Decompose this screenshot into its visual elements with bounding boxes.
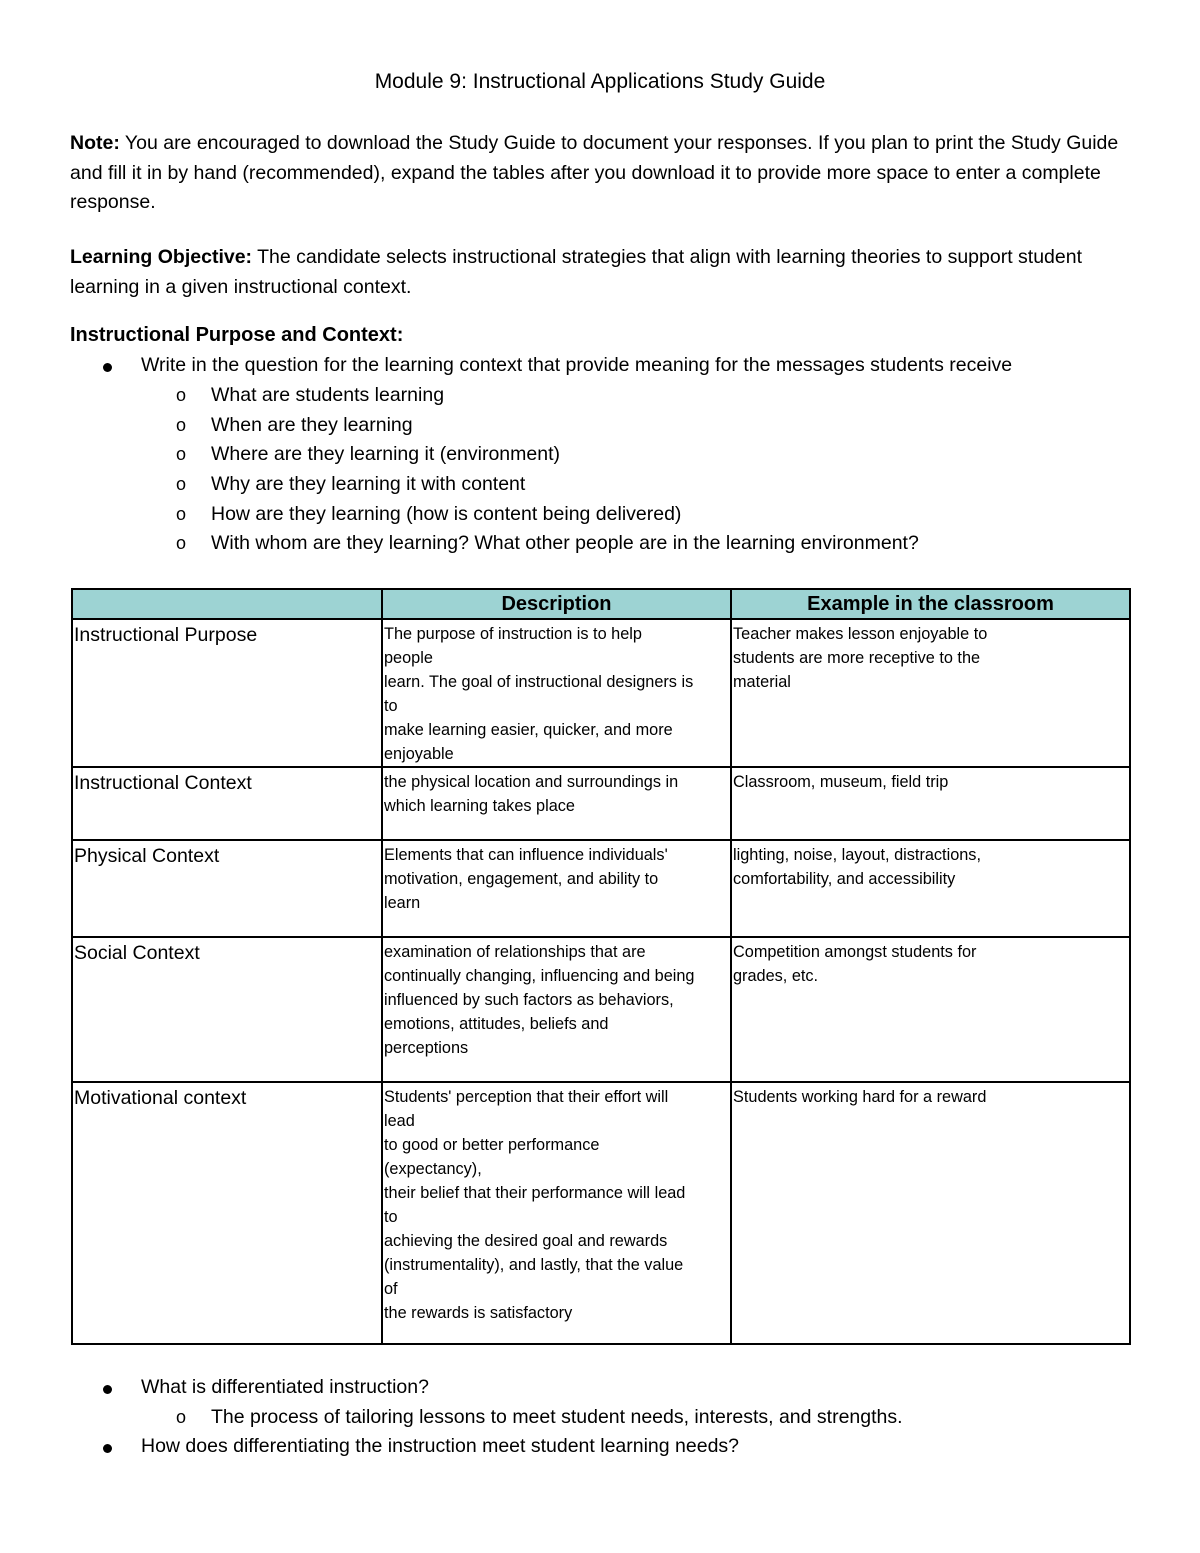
cell-line: Teacher makes lesson enjoyable to [733,625,988,643]
list-item [0,470,1200,500]
cell-line: Students' perception that their effort will [384,1088,669,1106]
cell-line: to good or better performance [384,1136,600,1154]
differentiation-bullet-list [0,1373,1200,1462]
cell-line: perceptions [384,1039,469,1057]
cell-line: to [384,1208,398,1226]
row-label: Instructional Context [72,767,382,840]
context-bullet-list [0,351,1200,381]
circle-bullet-icon: o [176,444,187,465]
question-text: How does differentiating the instruction meet student learning needs? [141,1435,740,1458]
list-item [0,411,1200,441]
example-cell [731,1082,1130,1344]
bullet-text: Write in the question for the learning context that provide meaning for the messages students receive [141,354,1013,376]
cell-line: make learning easier, quicker, and more [384,721,673,739]
question-text: What is differentiated instruction? [141,1376,429,1398]
circle-bullet-icon: o [176,503,187,524]
cell-line: comfortability, and accessibility [733,870,956,888]
cell-line: The purpose of instruction is to help [384,625,642,643]
cell-line: of [384,1280,398,1298]
cell-line: Competition amongst students for [733,943,977,961]
description-cell [382,937,731,1082]
cell-line: people [384,649,433,667]
row-label: Motivational context [72,1082,382,1344]
context-table [71,588,1131,1345]
note-paragraph [70,129,1130,218]
cell-line: enjoyable [384,745,454,763]
cell-line: learn. The goal of instructional designers is [384,673,694,691]
list-item [0,529,1200,559]
cell-line: continually changing, influencing and being [384,967,695,985]
circle-bullet-icon: o [176,533,187,554]
example-cell [731,937,1130,1082]
subbullet-text: When are they learning [211,413,413,436]
table-row [72,767,1130,840]
cell-line: the physical location and surroundings in [384,773,679,791]
cell-line: learn [384,894,421,912]
circle-bullet-icon: o [176,1406,187,1427]
example-cell [731,767,1130,840]
table-row [72,840,1130,937]
bullet-dot-icon [103,1385,112,1394]
list-item [0,500,1200,530]
learning-objective-paragraph [70,243,1130,302]
cell-line: (instrumentality), and lastly, that the value [384,1256,684,1274]
page-title: Module 9: Instructional Applications Study Guide [374,70,826,93]
cell-line: achieving the desired goal and rewards [384,1232,668,1250]
section-heading: Instructional Purpose and Context: [70,324,404,346]
table-header-description: Description [382,589,731,619]
subbullet-text: Where are they learning it (environment) [211,443,560,466]
table-header-row [72,589,1130,619]
list-item [0,1403,1200,1433]
cell-line: material [733,673,791,691]
row-label: Instructional Purpose [72,619,382,767]
list-item [0,1373,1200,1403]
cell-line: motivation, engagement, and ability to [384,870,659,888]
cell-line: their belief that their performance will lead [384,1184,686,1202]
table-header-blank [72,589,382,619]
cell-line: lighting, noise, layout, distractions, [733,846,981,864]
answer-text: The process of tailoring lessons to meet student needs, interests, and strengths. [211,1405,903,1428]
cell-line: influenced by such factors as behaviors, [384,991,674,1009]
list-item [0,440,1200,470]
objective-label: Learning Objective: [70,246,253,268]
cell-line: (expectancy), [384,1160,482,1178]
description-cell [382,840,731,937]
row-label: Social Context [72,937,382,1082]
list-item [0,1432,1200,1462]
context-subbullet-list [0,381,1200,559]
table-header-example: Example in the classroom [731,589,1130,619]
subbullet-text: With whom are they learning? What other people are in the learning environment? [211,532,919,555]
objective-text: The candidate selects instructional strategies that align with learning theories to support student learning in a given instructional context. [70,246,1083,298]
subbullet-text: How are they learning (how is content being delivered) [211,502,682,525]
description-cell [382,1082,731,1344]
subbullet-text: What are students learning [211,384,445,406]
cell-line: grades, etc. [733,967,819,985]
note-label: Note: [70,132,120,154]
bullet-dot-icon [103,363,112,372]
cell-line: to [384,697,398,715]
example-cell [731,619,1130,767]
cell-line: the rewards is satisfactory [384,1304,573,1322]
list-item [0,351,1200,381]
table-row [72,619,1130,767]
cell-line: Students working hard for a reward [733,1088,987,1106]
circle-bullet-icon: o [176,474,187,495]
subbullet-text: Why are they learning it with content [211,473,526,496]
cell-line: which learning takes place [384,797,575,815]
list-item [0,381,1200,411]
table-row [72,1082,1130,1344]
table-row [72,937,1130,1082]
cell-line: emotions, attitudes, beliefs and [384,1015,609,1033]
cell-line: Elements that can influence individuals' [384,846,668,864]
circle-bullet-icon: o [176,414,187,435]
row-label: Physical Context [72,840,382,937]
note-text: You are encouraged to download the Study Guide to document your responses. If you plan to print the Study Guide and fill it in by hand (recommended), expand the tables after you download it to provide more space to enter a complete response. [70,132,1119,213]
description-cell [382,619,731,767]
cell-line: lead [384,1112,415,1130]
cell-line: examination of relationships that are [384,943,646,961]
cell-line: students are more receptive to the [733,649,981,667]
bullet-dot-icon [103,1444,112,1453]
circle-bullet-icon: o [176,385,187,405]
example-cell [731,840,1130,937]
cell-line: Classroom, museum, field trip [733,773,949,791]
description-cell [382,767,731,840]
